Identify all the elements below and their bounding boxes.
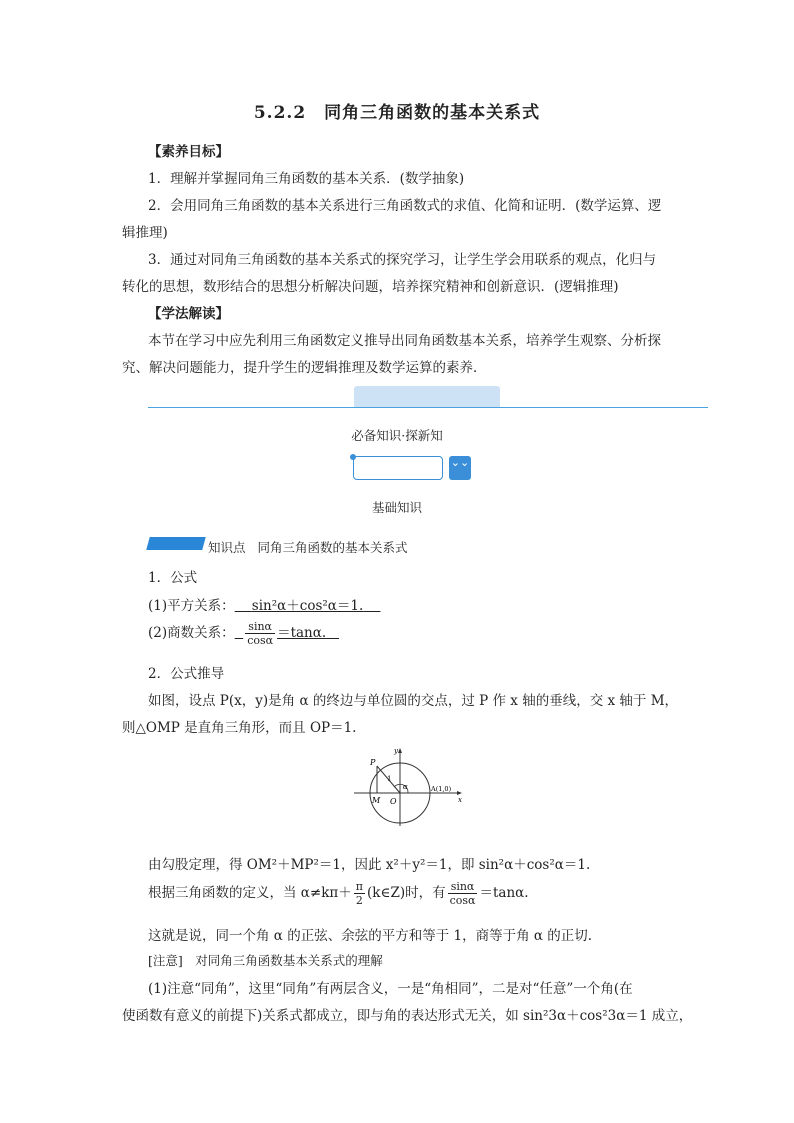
label-one: 1	[387, 775, 392, 783]
goal-2-line-b: 辑推理)	[122, 225, 168, 241]
label-y: y	[394, 747, 398, 755]
banner-tab	[354, 386, 500, 407]
derivation-heading: 2．公式推导	[148, 666, 225, 682]
square-relation: (1)平方关系： sin²α＋cos²α＝1.	[148, 598, 364, 614]
goal-3-line-a: 3．通过对同角三角函数的基本关系式的探究学习，让学生学会用联系的观点，化归与	[148, 252, 657, 268]
y-axis-arrow	[398, 748, 402, 753]
chevron-down-icon: ⌄⌄	[449, 456, 471, 480]
unit-circle-figure	[350, 744, 468, 828]
derivation-p5: 这就是说，同一个角 α 的正弦、余弦的平方和等于 1，商等于角 α 的正切.	[148, 928, 593, 944]
study-method-p1: 本节在学习中应先利用三角函数定义推导出同角函数基本关系，培养学生观察、分析探	[148, 333, 661, 349]
quotient-relation: (2)商数关系： $\frac{\sin\alpha}{\cos\alpha}$ ＝tanα.	[148, 620, 327, 647]
note-p1: (1)注意“同角”，这里“同角”有两层含义，一是“角相同”，二是对“任意”一个角(在	[148, 981, 633, 997]
study-method-p2: 究、解决问题能力，提升学生的逻辑推理及数学运算的素养．	[122, 360, 487, 376]
note-p2: 使函数有意义的前提下)关系式都成立，即与角的表达形式无关，如 sin²3α＋cos²3α＝1 成立，	[122, 1008, 693, 1024]
derivation-p4: 根据三角函数的定义，当 α≠kπ＋ $\frac{\pi}{2}$ (k∈Z)时，有 $\frac{\sin\alpha}{\cos\alpha}$ ＝tanα.	[148, 880, 529, 907]
goal-2-line-a: 2．会用同角三角函数的基本关系进行三角函数式的求值、化简和证明．(数学运算、逻	[148, 198, 662, 214]
label-M: M	[372, 796, 381, 805]
label-x: x	[458, 796, 462, 804]
label-A: A(1,0)	[431, 785, 452, 793]
banner-divider	[148, 407, 708, 408]
page-title	[0, 98, 794, 123]
goal-1: 1．理解并掌握同角三角函数的基本关系．(数学抽象)	[148, 171, 465, 187]
derivation-p2: 则△OMP 是直角三角形，而且 OP＝1.	[122, 720, 357, 736]
knowledge-point-title: 知识点 同角三角函数的基本关系式	[208, 540, 408, 555]
section-number: 5.2.2	[253, 103, 307, 123]
note-label: [注意] 对同角三角函数基本关系式的理解	[148, 953, 383, 968]
label-alpha: α	[403, 783, 408, 791]
decor-pill	[353, 456, 443, 480]
derivation-p3: 由勾股定理，得 OM²＋MP²＝1，因此 x²＋y²＝1，即 sin²α＋cos²α＝1.	[148, 857, 591, 873]
goal-3-line-b: 转化的思想，数形结合的思想分析解决问题，培养探究精神和创新意识．(逻辑推理)	[122, 279, 619, 295]
formula-heading: 1．公式	[148, 570, 198, 586]
literacy-goals-header: 【素养目标】	[148, 144, 229, 160]
x-axis-arrow	[457, 791, 462, 795]
square-formula: sin²α＋cos²α＝1.	[251, 598, 364, 614]
section-title: 同角三角函数的基本关系式	[324, 103, 541, 123]
derivation-p1: 如图，设点 P(x，y)是角 α 的终边与单位圆的交点，过 P 作 x 轴的垂线，交 x 轴于 M，	[148, 693, 679, 709]
study-method-header: 【学法解读】	[148, 306, 229, 322]
label-O: O	[390, 797, 397, 806]
banner-heading: 必备知识·探新知	[351, 428, 443, 443]
knowledge-point-marker	[146, 537, 205, 550]
label-P: P	[370, 758, 376, 767]
basic-knowledge-heading: 基础知识	[371, 500, 422, 515]
